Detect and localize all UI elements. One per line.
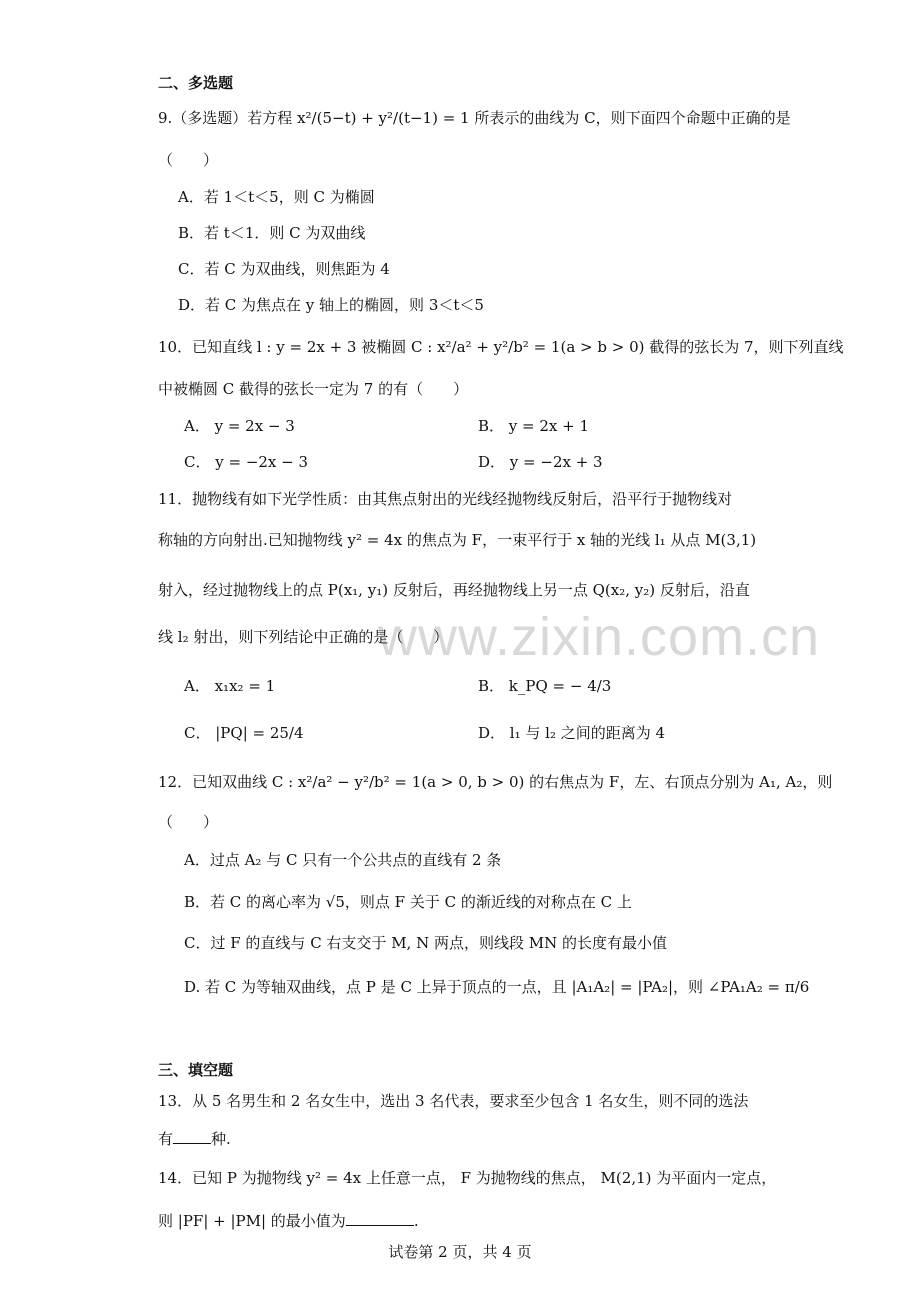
- q13-answer-line: [158, 1129, 231, 1149]
- q12-option-d: D. 若 C 为等轴双曲线，点 P 是 C 上异于顶点的一点，且 |A₁A₂| = |PA₂|，则 ∠PA₁A₂ = π/6: [184, 978, 810, 996]
- q12-stem: 12．已知双曲线 C : x²/a² − y²/b² = 1(a > 0, b > 0) 的右焦点为 F，左、右顶点分别为 A₁, A₂，则: [158, 773, 833, 791]
- q12-option-a: A．过点 A₂ 与 C 只有一个公共点的直线有 2 条: [184, 851, 502, 869]
- q9-stem: 9.（多选题）若方程 x²/(5−t) + y²/(t−1) = 1 所表示的曲线为 C，则下面四个命题中正确的是: [158, 109, 791, 127]
- q11-stem-1: 11．抛物线有如下光学性质：由其焦点射出的光线经抛物线反射后，沿平行于抛物线对: [158, 490, 733, 508]
- q9-paren: （ ）: [158, 151, 219, 169]
- q9-option-c: C．若 C 为双曲线，则焦距为 4: [178, 260, 390, 278]
- q9-option-b: B．若 t＜1．则 C 为双曲线: [178, 224, 366, 242]
- q12-option-b: B．若 C 的离心率为 √5，则点 F 关于 C 的渐近线的对称点在 C 上: [184, 893, 632, 911]
- q14-answer-line: [158, 1211, 419, 1231]
- q11-option-d: D． l₁ 与 l₂ 之间的距离为 4: [478, 724, 666, 742]
- q9-option-a: A．若 1＜t＜5，则 C 为椭圆: [178, 188, 375, 206]
- q12-paren: （ ）: [158, 813, 219, 831]
- q11-option-b: B． k_PQ = − 4/3: [478, 677, 612, 695]
- q13-prefix: 有: [158, 1130, 174, 1148]
- q10-option-d: D． y = −2x + 3: [478, 453, 603, 471]
- q10-stem: 10．已知直线 l : y = 2x + 3 被椭圆 C : x²/a² + y²/b² = 1(a > b > 0) 截得的弦长为 7，则下列直线: [158, 338, 844, 356]
- q9-option-d: D．若 C 为焦点在 y 轴上的椭圆，则 3＜t＜5: [178, 296, 484, 314]
- q11-option-c: C． |PQ| = 25/4: [184, 724, 304, 742]
- section-title-multi: 二、多选题: [158, 74, 234, 92]
- q12-option-c: C．过 F 的直线与 C 右支交于 M, N 两点，则线段 MN 的长度有最小值: [184, 934, 668, 952]
- q13-stem: 13．从 5 名男生和 2 名女生中，选出 3 名代表，要求至少包含 1 名女生，则不同的选法: [158, 1092, 749, 1110]
- q13-blank[interactable]: [173, 1143, 211, 1144]
- q11-option-a: A． x₁x₂ = 1: [184, 677, 276, 695]
- q14-suffix: .: [413, 1212, 419, 1230]
- q14-prefix: 则 |PF| + |PM| 的最小值为: [158, 1212, 346, 1230]
- q14-blank[interactable]: [346, 1225, 414, 1226]
- q11-stem-2: 称轴的方向射出.已知抛物线 y² = 4x 的焦点为 F，一束平行于 x 轴的光线 l₁ 从点 M(3,1): [158, 531, 757, 549]
- q14-stem: 14．已知 P 为抛物线 y² = 4x 上任意一点， F 为抛物线的焦点， M(2,1) 为平面内一定点，: [158, 1169, 777, 1187]
- q10-option-a: A． y = 2x − 3: [184, 417, 295, 435]
- page-footer: 试卷第 2 页，共 4 页: [388, 1243, 532, 1261]
- section-title-fill: 三、填空题: [158, 1061, 234, 1079]
- q10-stem-cont: 中被椭圆 C 截得的弦长一定为 7 的有（ ）: [158, 380, 469, 398]
- q10-option-c: C． y = −2x − 3: [184, 453, 309, 471]
- watermark: www.zixin.com.cn: [378, 607, 821, 667]
- q11-stem-3: 射入，经过抛物线上的点 P(x₁, y₁) 反射后，再经抛物线上另一点 Q(x₂, y₂) 反射后，沿直: [158, 581, 750, 599]
- q13-suffix: 种.: [211, 1130, 231, 1148]
- q11-stem-4: 线 l₂ 射出，则下列结论中正确的是（ ）: [158, 628, 449, 646]
- q10-option-b: B． y = 2x + 1: [478, 417, 590, 435]
